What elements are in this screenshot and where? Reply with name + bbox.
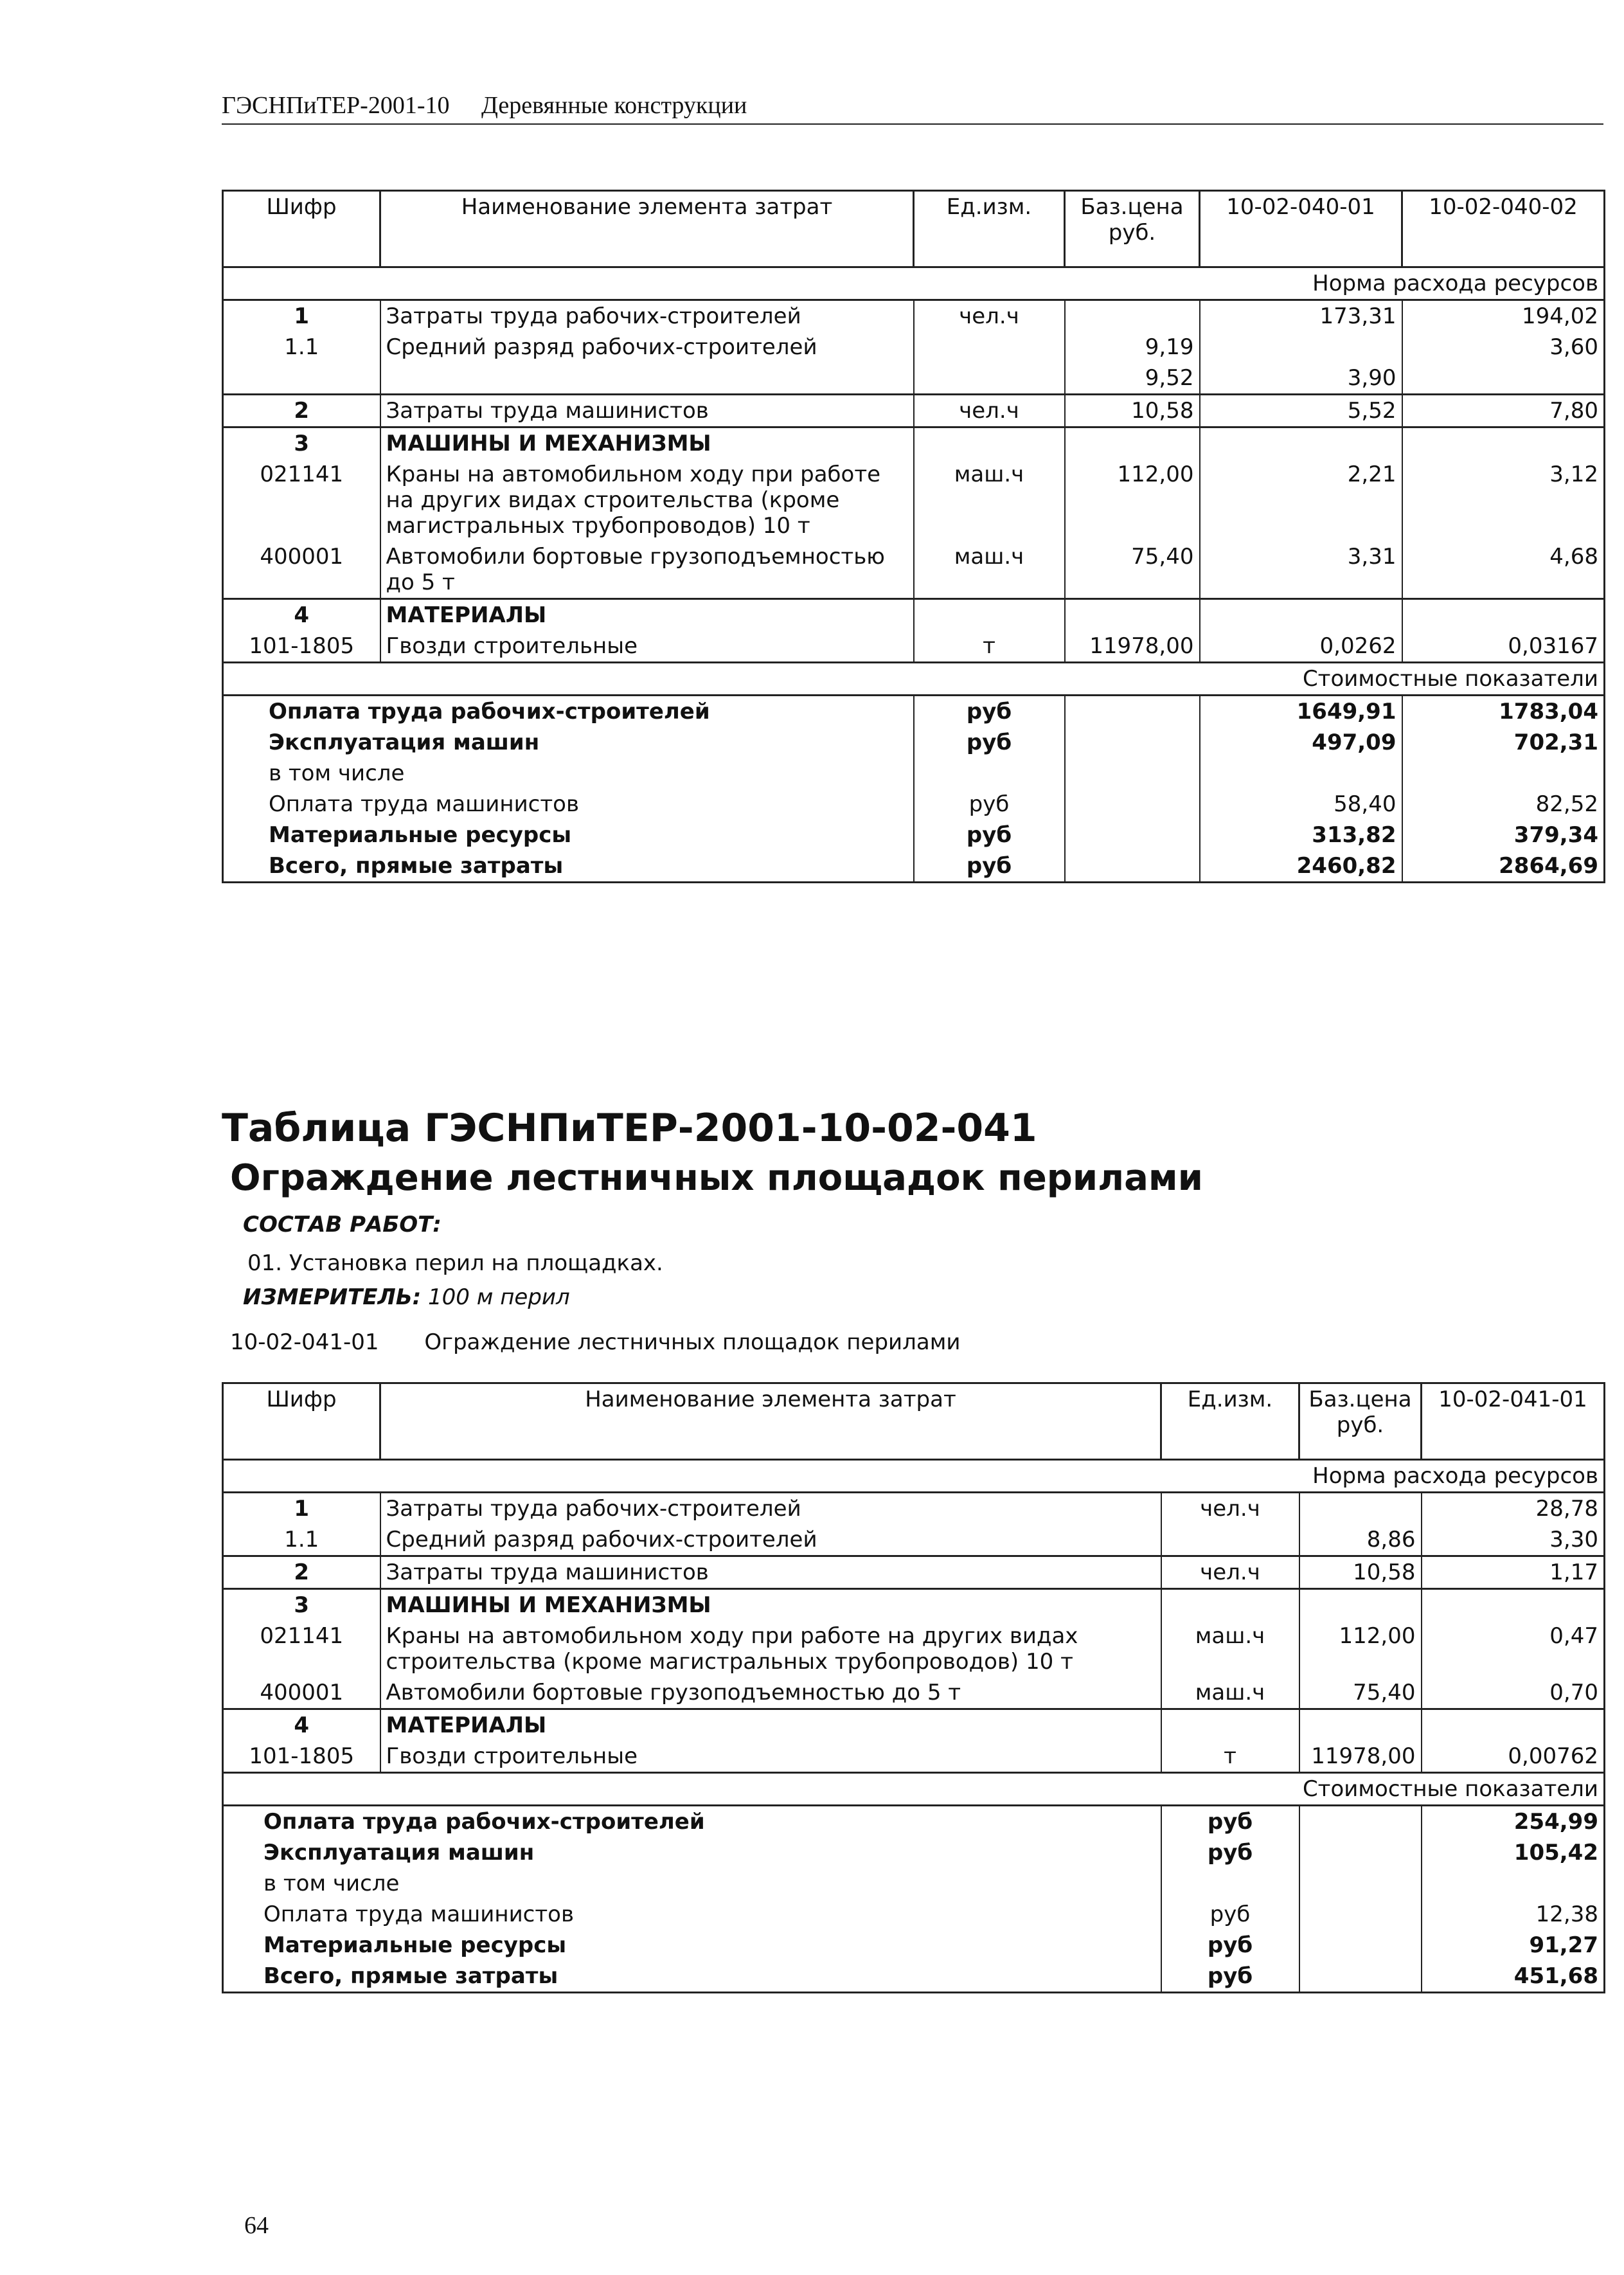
cost-row: Всего, прямые затраты руб 2460,82 2864,69 [223, 850, 1605, 883]
table-row: 2 Затраты труда машинистов чел.ч 10,58 1,17 [223, 1556, 1605, 1589]
cost-row: в том числе [223, 758, 1605, 789]
resource-table-041 [222, 1382, 1605, 1993]
col-header-unit: Ед.изм. [1161, 1383, 1299, 1460]
norm-code: 10-02-041-01 [230, 1329, 379, 1355]
cost-row: Материальные ресурсы руб 91,27 [223, 1930, 1605, 1961]
norm-code-line [230, 1329, 999, 1355]
work-item: 01. Установка перил на площадках. [247, 1250, 663, 1276]
cost-row: в том числе [223, 1868, 1605, 1899]
table-row: 1 Затраты труда рабочих-строителей чел.ч 28,78 [223, 1493, 1605, 1525]
table-row: 3 МАШИНЫ И МЕХАНИЗМЫ [223, 427, 1605, 460]
table-row: 4 МАТЕРИАЛЫ [223, 599, 1605, 631]
table-row: 1 Затраты труда рабочих-строителей чел.ч 173,31 194,02 [223, 300, 1605, 332]
col-header-norm-01: 10-02-040-01 [1200, 191, 1402, 267]
header-title: Деревянные конструкции [481, 92, 747, 119]
col-header-norm-02: 10-02-040-02 [1402, 191, 1605, 267]
table-row: 101-1805 Гвозди строительные т 11978,00 0,0262 0,03167 [223, 631, 1605, 663]
measure-label: ИЗМЕРИТЕЛЬ: [243, 1284, 422, 1310]
table-row: 1.1 Средний разряд рабочих-строителей 8,86 3,30 [223, 1524, 1605, 1556]
table-row: 400001 Автомобили бортовые грузоподъемностью до 5 т маш.ч 75,40 3,31 4,68 [223, 541, 1605, 599]
table-row: 3 МАШИНЫ И МЕХАНИЗМЫ [223, 1589, 1605, 1621]
col-header-code: Шифр [223, 1383, 380, 1460]
measure-value: 100 м перил [428, 1284, 570, 1310]
col-header-unit: Ед.изм. [914, 191, 1065, 267]
table-row: 1.1 Средний разряд рабочих-строителей 9,19 3,60 [223, 332, 1605, 363]
norm-code-desc: Ограждение лестничных площадок перилами [424, 1329, 961, 1355]
table-row: 021141 Краны на автомобильном ходу при работе на других видах строительства (кроме магистральных трубопроводов) 10 т маш.ч 112,00 0,47 [223, 1621, 1605, 1677]
cost-section-label: Стоимостные показатели [223, 1773, 1605, 1806]
cost-row: Оплата труда машинистов руб 58,40 82,52 [223, 789, 1605, 820]
col-header-code: Шифр [223, 191, 380, 267]
table-row: 9,52 3,90 [223, 363, 1605, 395]
table-header-row [223, 191, 1605, 267]
running-header [222, 91, 1603, 125]
table-header-row [223, 1383, 1605, 1460]
measure-line [243, 1284, 570, 1310]
table-row: 2 Затраты труда машинистов чел.ч 10,58 5,52 7,80 [223, 395, 1605, 427]
cost-row: Эксплуатация машин руб 497,09 702,31 [223, 727, 1605, 758]
cost-row: Оплата труда рабочих-строителей руб 1649,91 1783,04 [223, 696, 1605, 728]
norm-section-label: Норма расхода ресурсов [223, 1460, 1605, 1493]
header-code: ГЭСНПиТЕР-2001-10 [222, 92, 450, 119]
norm-section-label: Норма расхода ресурсов [223, 267, 1605, 300]
col-header-price: Баз.цена руб. [1065, 191, 1200, 267]
cost-row: Оплата труда рабочих-строителей руб 254,99 [223, 1806, 1605, 1838]
cost-row: Оплата труда машинистов руб 12,38 [223, 1899, 1605, 1930]
col-header-norm-01: 10-02-041-01 [1422, 1383, 1605, 1460]
resource-table-040 [222, 190, 1605, 883]
col-header-price: Баз.цена руб. [1299, 1383, 1422, 1460]
col-header-name: Наименование элемента затрат [380, 191, 914, 267]
table-row: 021141 Краны на автомобильном ходу при работе на других видах строительства (кроме магистральных трубопроводов) 10 т маш.ч 112,00 2,21 3,12 [223, 459, 1605, 541]
table-subtitle: Ограждение лестничных площадок перилами [230, 1157, 1203, 1199]
cost-row: Всего, прямые затраты руб 451,68 [223, 1961, 1605, 1993]
page-number: 64 [244, 2212, 269, 2239]
table-title: Таблица ГЭСНПиТЕР-2001-10-02-041 [222, 1106, 1037, 1151]
composition-label: СОСТАВ РАБОТ: [243, 1212, 442, 1237]
cost-row: Материальные ресурсы руб 313,82 379,34 [223, 820, 1605, 850]
table-row: 101-1805 Гвозди строительные т 11978,00 0,00762 [223, 1741, 1605, 1773]
col-header-name: Наименование элемента затрат [380, 1383, 1161, 1460]
table-row: 400001 Автомобили бортовые грузоподъемностью до 5 т маш.ч 75,40 0,70 [223, 1677, 1605, 1709]
table-row: 4 МАТЕРИАЛЫ [223, 1709, 1605, 1741]
cost-row: Эксплуатация машин руб 105,42 [223, 1837, 1605, 1868]
cost-section-label: Стоимостные показатели [223, 663, 1605, 696]
